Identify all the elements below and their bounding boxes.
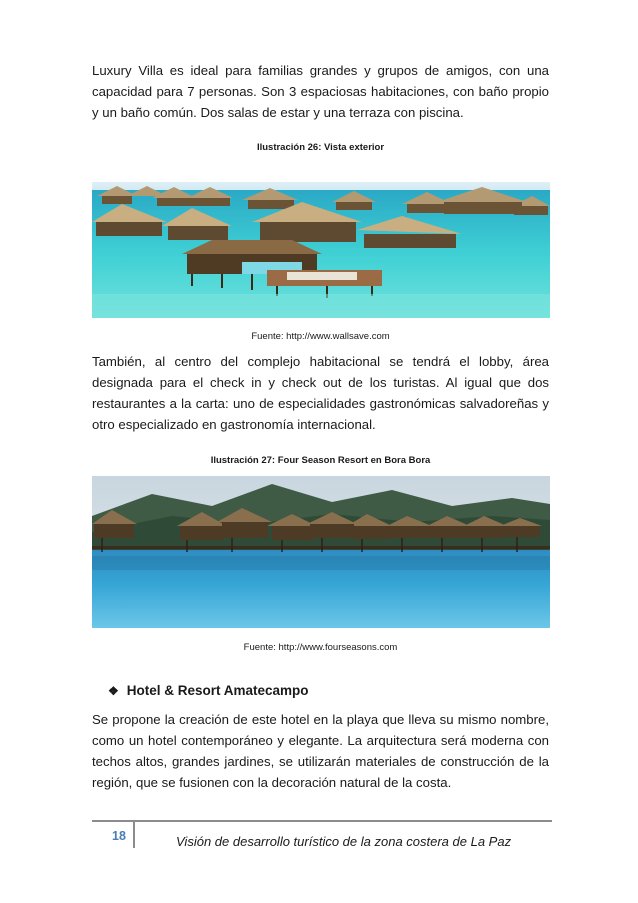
intro-paragraph: Luxury Villa es ideal para familias grandes y grupos de amigos, con una capacidad para 7 personas. Son 3 espaciosas habitaciones, con baño propio y un baño común. Dos salas de estar y una terraza con piscina. [92,63,549,120]
figure-27-caption: Ilustración 27: Four Season Resort en Bora Bora [210,455,431,466]
section-heading [108,683,309,698]
figure-26-caption: Ilustración 26: Vista exterior [256,142,385,153]
villa-exterior-photo [92,182,550,318]
page-number: 18 [112,829,126,843]
footer-divider [133,822,135,848]
footer-title: Visión de desarrollo turístico de la zona costera de La Paz [176,834,512,849]
diamond-bullet-icon: ❖ [108,683,119,698]
figure-27-source: Fuente: http://www.fourseasons.com [243,642,398,653]
hotel-paragraph: Se propone la creación de este hotel en la playa que lleva su mismo nombre, como un hotel contemporáneo y elegante. La arquitectura será moderna con techos altos, grandes jardines, se utilizarán materiales de construcción de la región, que se fusionen con la decoración natural de la costa. [92,712,549,790]
lobby-paragraph: También, al centro del complejo habitacional se tendrá el lobby, área designada para el check in y check out de los turistas. Al igual que dos restaurantes a la carta: uno de especialidades gastronómicas salvadoreñas y otro especializado en gastronomía internacional. [92,354,549,432]
figure-26-source: Fuente: http://www.wallsave.com [251,331,390,342]
section-heading-text: Hotel & Resort Amatecampo [126,683,309,698]
footer-rule [92,820,552,822]
bora-bora-resort-photo [92,476,550,628]
